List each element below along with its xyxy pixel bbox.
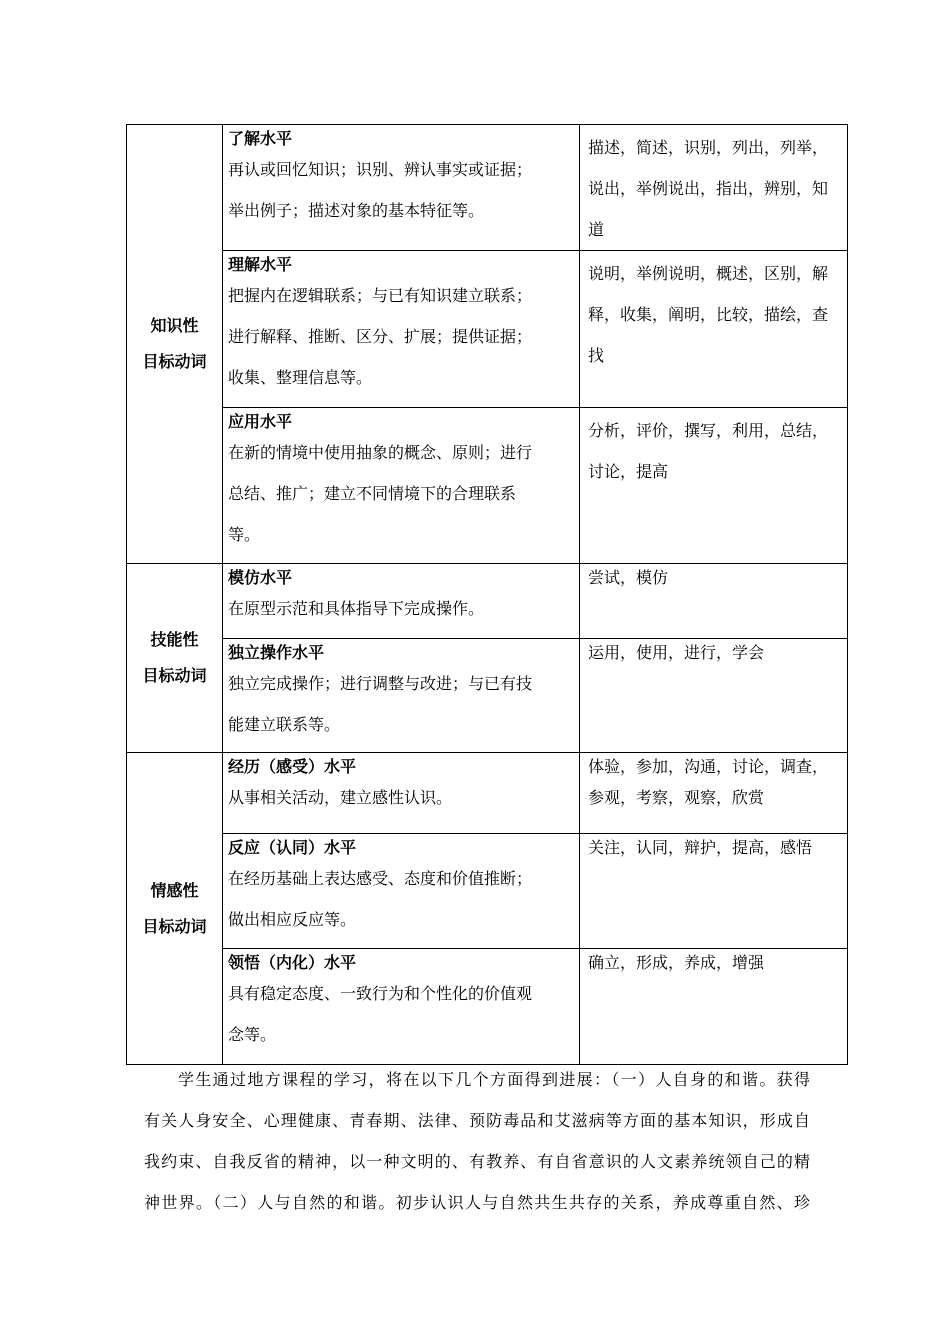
- level-description-cell: [223, 564, 580, 639]
- level-title: 经历（感受）水平: [228, 757, 357, 776]
- verbs-cell: [580, 753, 848, 834]
- table-row: [127, 125, 848, 251]
- verbs-line: 说出，举例说出，指出，辨别，知: [588, 179, 829, 198]
- level-description-line: 收集、整理信息等。: [228, 368, 373, 387]
- level-description-line: 总结、推广；建立不同情境下的合理联系: [228, 484, 517, 503]
- verbs-cell: [580, 834, 848, 949]
- level-description-cell: [223, 408, 580, 564]
- verbs-line: 释，收集，阐明，比较，描绘，查: [588, 305, 829, 324]
- category-label: 技能性: [150, 630, 199, 649]
- level-description-line: 做出相应反应等。: [228, 910, 357, 929]
- level-description-line: 具有稳定态度、一致行为和个性化的价值观: [228, 984, 533, 1003]
- paragraph-line: 学生通过地方课程的学习，将在以下几个方面得到进展：（一）人自身的和谐。获得: [178, 1070, 810, 1089]
- category-cell-knowledge: [127, 125, 223, 564]
- table-row: [127, 251, 848, 408]
- category-label: 目标动词: [142, 666, 207, 685]
- paragraph-line: 神世界。（二）人与自然的和谐。初步认识人与自然共生共存的关系，养成尊重自然、珍: [144, 1193, 810, 1212]
- verbs-line: 运用，使用，进行，学会: [588, 643, 765, 662]
- category-label: 目标动词: [142, 352, 207, 371]
- category-cell-skill: [127, 564, 223, 753]
- level-description-cell: [223, 251, 580, 408]
- level-description-line: 在新的情境中使用抽象的概念、原则；进行: [228, 443, 533, 462]
- verbs-cell: [580, 639, 848, 753]
- verbs-line: 尝试，模仿: [588, 568, 669, 587]
- level-title: 了解水平: [228, 129, 293, 148]
- verbs-line: 描述，简述，识别，列出，列举，: [588, 138, 829, 157]
- verbs-cell: [580, 949, 848, 1065]
- verbs-line: 关注，认同，辩护，提高，感悟: [588, 838, 813, 857]
- level-title: 应用水平: [228, 412, 293, 431]
- verbs-cell: [580, 564, 848, 639]
- level-title: 反应（认同）水平: [228, 838, 357, 857]
- level-description-line: 从事相关活动，建立感性认识。: [228, 788, 453, 807]
- verbs-line: 分析，评价，撰写，利用，总结，: [588, 421, 829, 440]
- level-description-line: 再认或回忆知识；识别、辨认事实或证据；: [228, 160, 533, 179]
- level-title: 领悟（内化）水平: [228, 953, 357, 972]
- verbs-line: 找: [588, 346, 605, 365]
- table-row: [127, 753, 848, 834]
- level-description-cell: [223, 753, 580, 834]
- level-description-cell: [223, 949, 580, 1065]
- level-title: 独立操作水平: [228, 643, 325, 662]
- body-paragraph: [144, 1059, 810, 1223]
- goal-verbs-table: [126, 124, 848, 1065]
- category-label: 目标动词: [142, 916, 207, 936]
- level-description-line: 念等。: [228, 1025, 277, 1044]
- category-label: 知识性: [150, 316, 199, 335]
- verbs-line: 确立，形成，养成，增强: [588, 953, 765, 972]
- level-title: 理解水平: [228, 255, 293, 274]
- level-description-line: 能建立联系等。: [228, 715, 341, 734]
- table-row: [127, 834, 848, 949]
- level-title: 模仿水平: [228, 568, 293, 587]
- verbs-cell: [580, 125, 848, 251]
- level-description-line: 举出例子；描述对象的基本特征等。: [228, 201, 485, 220]
- verbs-line: 体验，参加，沟通，讨论，调查，: [588, 757, 829, 776]
- verbs-line: 道: [588, 220, 605, 239]
- level-description-cell: [223, 639, 580, 753]
- paragraph-line: 我约束、自我反省的精神，以一种文明的、有教养、有自省意识的人文素养统领自己的精: [144, 1152, 810, 1171]
- paragraph-line: 有关人身安全、心理健康、青春期、法律、预防毒品和艾滋病等方面的基本知识，形成自: [144, 1111, 810, 1130]
- table-row: [127, 564, 848, 639]
- level-description-line: 把握内在逻辑联系；与已有知识建立联系；: [228, 286, 533, 305]
- verbs-line: 说明，举例说明，概述，区别，解: [588, 264, 829, 283]
- verbs-line: 讨论，提高: [588, 462, 669, 481]
- level-description-cell: [223, 834, 580, 949]
- level-description-line: 等。: [228, 525, 261, 544]
- level-description-line: 独立完成操作；进行调整与改进；与已有技: [228, 674, 533, 693]
- level-description-line: 进行解释、推断、区分、扩展；提供证据；: [228, 327, 533, 346]
- table-row: [127, 408, 848, 564]
- table-row: [127, 639, 848, 753]
- category-label: 情感性: [150, 880, 199, 900]
- level-description-line: 在经历基础上表达感受、态度和价值推断；: [228, 869, 533, 888]
- level-description-line: 在原型示范和具体指导下完成操作。: [228, 599, 485, 618]
- level-description-cell: [223, 125, 580, 251]
- verbs-line: 参观，考察，观察，欣赏: [588, 788, 765, 807]
- verbs-cell: [580, 251, 848, 408]
- category-cell-emotion: [127, 753, 223, 1065]
- verbs-cell: [580, 408, 848, 564]
- table-row: [127, 949, 848, 1065]
